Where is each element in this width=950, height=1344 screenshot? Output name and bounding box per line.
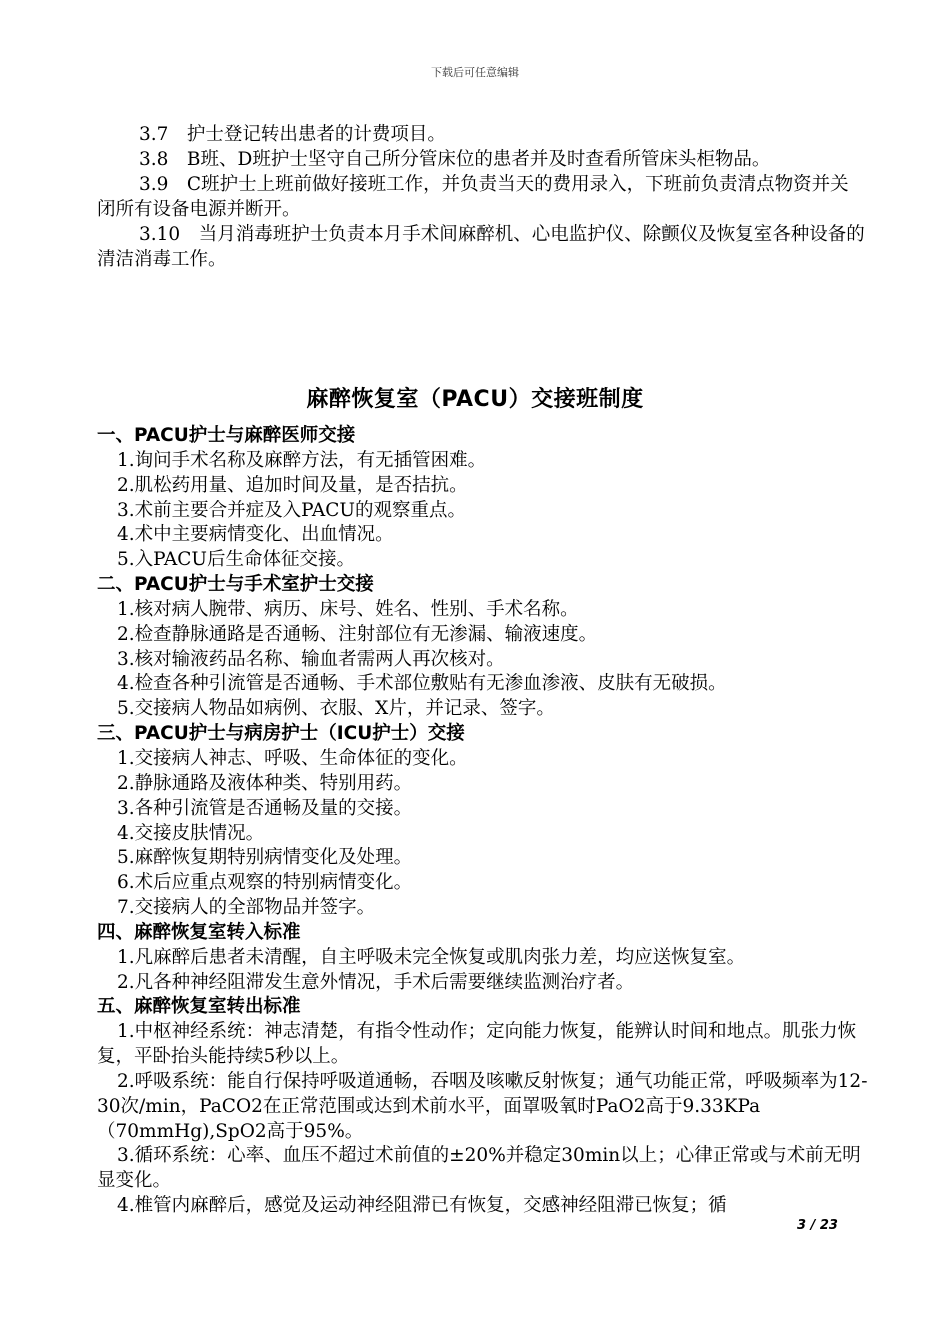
section-4: [97, 921, 872, 996]
page-header: 下载后可任意编辑: [431, 66, 519, 79]
list-item: 1.核对病人腕带、病历、床号、姓名、性别、手术名称。: [117, 598, 579, 620]
list-item: 1.凡麻醉后患者未清醒，自主呼吸未完全恢复或肌肉张力差，均应送恢复室。: [117, 946, 746, 968]
list-item: 4.术中主要病情变化、出血情况。: [117, 524, 394, 546]
section-2: [97, 573, 872, 722]
document-title: 麻醉恢复室（PACU）交接班制度: [306, 387, 644, 412]
section-1: [97, 424, 872, 573]
list-item: 3.术前主要合并症及入PACU的观察重点。: [117, 499, 467, 521]
page-number: 3 / 23: [797, 1218, 838, 1233]
list-item: 2.肌松药用量、追加时间及量，是否拮抗。: [117, 474, 468, 496]
list-item: 3.核对输液药品名称、输血者需两人再次核对。: [117, 648, 505, 670]
list-item: 4.交接皮肤情况。: [117, 822, 265, 844]
list-item: 4.检查各种引流管是否通畅、手术部位敷贴有无渗血渗液、皮肤有无破损。: [117, 673, 727, 695]
preamble-item: 3.9 C班护士上班前做好接班工作，并负责当天的费用录入，下班前负责清点物资并关闭所有设备电源并断开。: [97, 174, 849, 220]
section-5: [97, 995, 872, 1219]
section-heading: 二、PACU护士与手术室护士交接: [97, 574, 374, 596]
list-item: 2.凡各种神经阻滞发生意外情况，手术后需要继续监测治疗者。: [117, 971, 635, 993]
section-heading: 一、PACU护士与麻醉医师交接: [97, 425, 356, 446]
list-item: 3.循环系统：心率、血压不超过术前值的±20%并稳定30min以上；心律正常或与术前无明显变化。: [97, 1145, 861, 1192]
preamble-item: 3.10 当月消毒班护士负责本月手术间麻醉机、心电监护仪、除颤仪及恢复室各种设备的清洁消毒工作。: [97, 224, 865, 270]
list-item: 1.询问手术名称及麻醉方法，有无插管困难。: [117, 449, 487, 471]
list-item: 2.检查静脉通路是否通畅、注射部位有无渗漏、输液速度。: [117, 623, 598, 645]
section-3: [97, 722, 872, 921]
section-heading: 四、麻醉恢复室转入标准: [97, 921, 301, 943]
preamble-item: 3.7 护士登记转出患者的计费项目。: [139, 124, 446, 145]
list-item: 6.术后应重点观察的特别病情变化。: [117, 872, 413, 894]
list-item: 2.呼吸系统：能自行保持呼吸道通畅，吞咽及咳嗽反射恢复；通气功能正常，呼吸频率为12-30次/min，PaCO2在正常范围或达到术前水平，面罩吸氧时PaO2高于9.33KPa（70mmHg),SpO2高于95%。: [97, 1070, 868, 1142]
preamble: [97, 122, 867, 272]
list-item: 2.静脉通路及液体种类、特别用药。: [117, 772, 413, 794]
list-item: 5.麻醉恢复期特别病情变化及处理。: [117, 847, 413, 869]
list-item: 5.入PACU后生命体征交接。: [117, 549, 356, 571]
document-body: [97, 424, 872, 1219]
section-heading: 三、PACU护士与病房护士（ICU护士）交接: [97, 723, 465, 745]
list-item: 5.交接病人物品如病例、衣服、X片，并记录、签字。: [117, 698, 555, 720]
list-item: 7.交接病人的全部物品并签字。: [117, 897, 376, 919]
list-item: 1.中枢神经系统：神志清楚，有指令性动作；定向能力恢复，能辨认时间和地点。肌张力恢复，平卧抬头能持续5秒以上。: [97, 1021, 857, 1068]
section-heading: 五、麻醉恢复室转出标准: [97, 996, 301, 1018]
list-item: 4.椎管内麻醉后，感觉及运动神经阻滞已有恢复，交感神经阻滞已恢复；循: [117, 1195, 727, 1217]
preamble-item: 3.8 B班、D班护士坚守自己所分管床位的患者并及时查看所管床头柜物品。: [139, 149, 771, 170]
list-item: 1.交接病人神志、呼吸、生命体征的变化。: [117, 747, 468, 769]
list-item: 3.各种引流管是否通畅及量的交接。: [117, 797, 413, 819]
